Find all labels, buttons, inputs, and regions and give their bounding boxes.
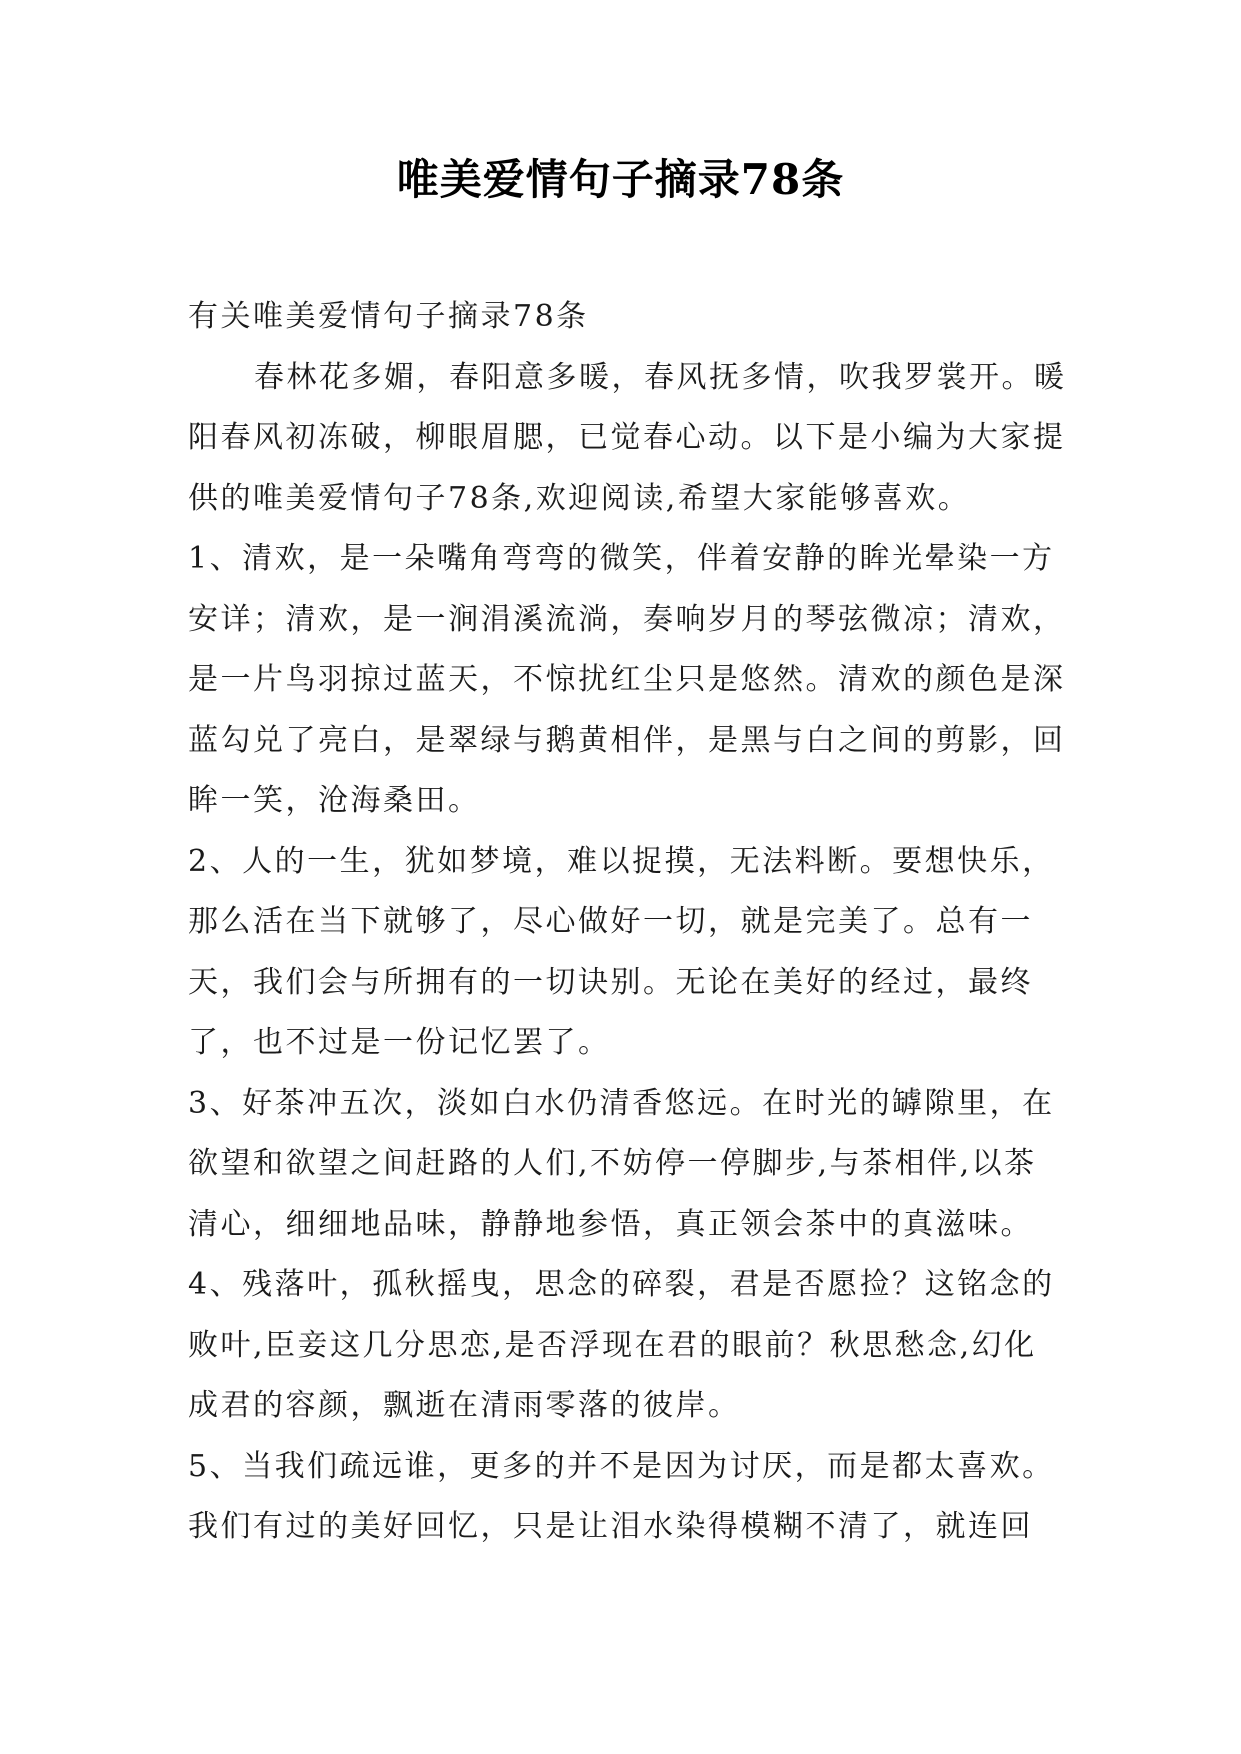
list-item: 5、当我们疏远谁，更多的并不是因为讨厌，而是都太喜欢。我们有过的美好回忆，只是让泪水染得模糊不清了，就连回 [188, 1448, 1055, 1544]
intro-paragraph: 春林花多媚，春阳意多暖，春风抚多情，吹我罗裳开。暖阳春风初冻破，柳眼眉腮，已觉春心动。以下是小编为大家提供的唯美爱情句子78条,欢迎阅读,希望大家能够喜欢。 [188, 359, 1067, 516]
list-item: 1、清欢，是一朵嘴角弯弯的微笑，伴着安静的眸光晕染一方安详；清欢，是一涧涓溪流淌，奏响岁月的琴弦微凉；清欢，是一片鸟羽掠过蓝天，不惊扰红尘只是悠然。清欢的颜色是深蓝勾兑了亮白，是翠绿与鹅黄相伴，是黑与白之间的剪影，回眸一笑，沧海桑田。 [188, 541, 1066, 818]
list-item: 2、人的一生，犹如梦境，难以捉摸，无法料断。要想快乐，那么活在当下就够了，尽心做好一切，就是完美了。总有一天，我们会与所拥有的一切诀别。无论在美好的经过，最终了，也不过是一份记忆罢了。 [188, 843, 1055, 1060]
document-subtitle: 有关唯美爱情句子摘录78条 [188, 299, 589, 334]
document-title: 唯美爱情句子摘录78条 [396, 155, 845, 204]
document-body [188, 287, 1068, 1558]
list-item: 4、残落叶，孤秋摇曳，思念的碎裂，君是否愿捡？这铭念的败叶,臣妾这几分思恋,是否浮现在君的眼前？秋思愁念,幻化成君的容颜，飘逝在清雨零落的彼岸。 [188, 1267, 1055, 1423]
list-item: 3、好茶冲五次，淡如白水仍清香悠远。在时光的罅隙里，在欲望和欲望之间赶路的人们,不妨停一停脚步,与茶相伴,以茶清心，细细地品味，静静地参悟，真正领会茶中的真滋味。 [188, 1085, 1055, 1242]
